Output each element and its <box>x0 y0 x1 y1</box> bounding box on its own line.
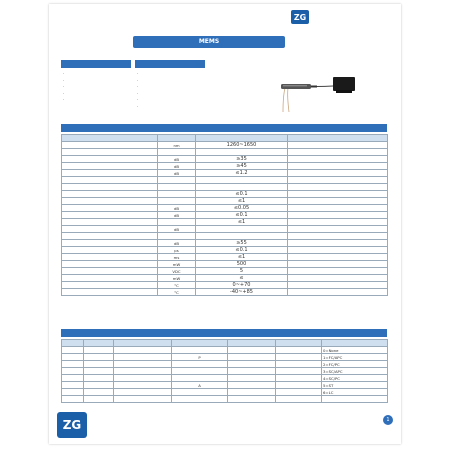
applications-heading <box>135 60 205 68</box>
table-row: 2=FC/PC <box>62 361 388 368</box>
table-row <box>62 177 388 184</box>
features-list <box>63 71 66 104</box>
table-row: 3=SC/APC <box>62 368 388 375</box>
table-header-row <box>62 340 388 347</box>
spec-heading <box>61 124 387 132</box>
order-heading <box>61 329 387 337</box>
application-item <box>137 91 140 98</box>
svg-text:ZG: ZG <box>62 418 82 432</box>
table-row: mW 500 <box>62 261 388 268</box>
table-row: mW ≤ <box>62 275 388 282</box>
table-row <box>62 184 388 191</box>
column-header <box>62 135 158 142</box>
table-row: dB ≤1.2 <box>62 170 388 177</box>
feature-item <box>63 97 66 104</box>
table-row: ≤1 <box>62 198 388 205</box>
table-row <box>62 149 388 156</box>
column-header <box>288 135 388 142</box>
table-row: VDC 5 <box>62 268 388 275</box>
column-header <box>196 135 288 142</box>
table-row <box>62 396 388 403</box>
application-item <box>137 84 140 91</box>
table-row: °C 0~+70 <box>62 282 388 289</box>
table-row: 6=LC <box>62 389 388 396</box>
table-row: dB ≥45 <box>62 163 388 170</box>
column-header <box>276 340 322 347</box>
application-item <box>137 104 140 111</box>
table-row: 4=SC/PC <box>62 375 388 382</box>
table-row: ≤0.1 <box>62 191 388 198</box>
table-row: dB ≤0.1 <box>62 212 388 219</box>
order-table <box>61 339 388 403</box>
column-header <box>114 340 172 347</box>
product-photo <box>277 66 367 116</box>
table-row: ps ≤0.1 <box>62 247 388 254</box>
column-header <box>84 340 114 347</box>
application-item <box>137 78 140 85</box>
spec-table <box>61 134 388 296</box>
table-row: P 1=FC/APC <box>62 354 388 361</box>
application-item <box>137 71 140 78</box>
product-title: MEMS <box>133 36 285 48</box>
application-item <box>137 97 140 104</box>
features-heading <box>61 60 131 68</box>
datasheet-page <box>49 4 401 444</box>
feature-item <box>63 84 66 91</box>
column-header <box>62 340 84 347</box>
feature-item <box>63 71 66 78</box>
table-row: dB ≥35 <box>62 156 388 163</box>
table-row: A 5=ST <box>62 382 388 389</box>
applications-list <box>137 71 140 111</box>
footer-logo <box>57 412 87 438</box>
table-row: 0=None <box>62 347 388 354</box>
page-number: 1 <box>383 415 393 425</box>
table-header-row <box>62 135 388 142</box>
feature-item <box>63 91 66 98</box>
table-row: ≤1 <box>62 219 388 226</box>
column-header <box>322 340 388 347</box>
column-header <box>172 340 228 347</box>
feature-item <box>63 78 66 85</box>
table-row: °C -40~+85 <box>62 289 388 296</box>
table-row: dB <box>62 226 388 233</box>
table-row: ms ≤1 <box>62 254 388 261</box>
svg-text:ZG: ZG <box>293 13 307 22</box>
table-row: dB ≥55 <box>62 240 388 247</box>
table-row: nm 1260~1650 <box>62 142 388 149</box>
table-row: dB ≤0.05 <box>62 205 388 212</box>
company-logo <box>291 10 309 24</box>
table-row <box>62 233 388 240</box>
column-header <box>158 135 196 142</box>
column-header <box>228 340 276 347</box>
